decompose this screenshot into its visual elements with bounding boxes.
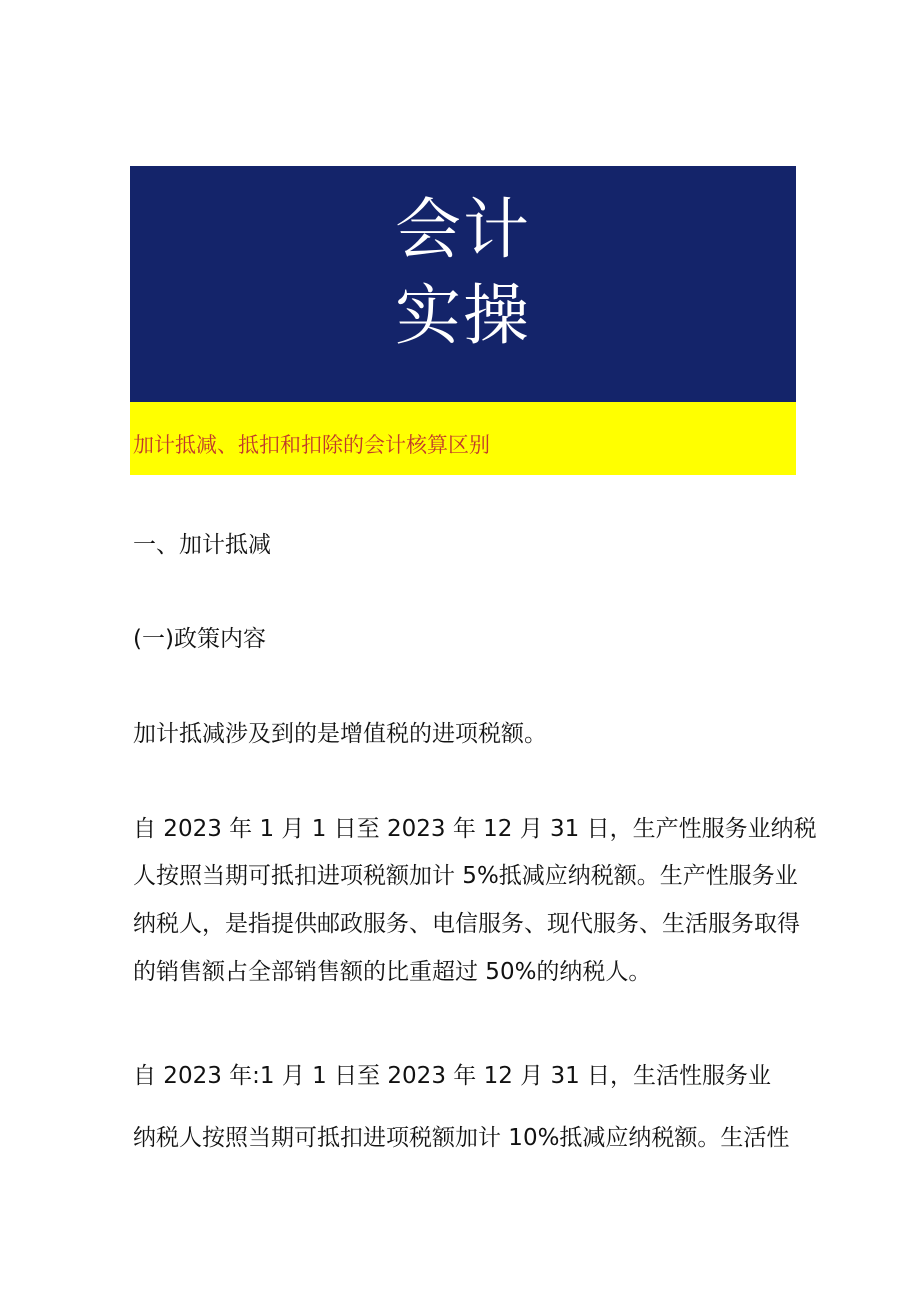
subsection-heading: (一)政策内容 (133, 626, 266, 652)
paragraph-line: 的销售额占全部销售额的比重超过 50%的纳税人。 (133, 959, 652, 985)
paragraph-intro: 加计抵减涉及到的是增值税的进项税额。 (133, 721, 547, 747)
paragraph-line: 人按照当期可抵扣进项税额加计 5%抵减应纳税额。生产性服务业 (133, 863, 798, 889)
banner-title-line2: 实操 (395, 277, 531, 354)
paragraph-line: 自 2023 年 1 月 1 日至 2023 年 12 月 31 日，生产性服务业纳税 (133, 816, 817, 842)
banner-title-line1: 会计 (395, 191, 531, 268)
section-heading: 一、加计抵减 (133, 532, 271, 558)
paragraph-line: 纳税人，是指提供邮政服务、电信服务、现代服务、生活服务取得 (133, 911, 800, 937)
subtitle-bar (130, 402, 796, 475)
subtitle-text: 加计抵减、抵扣和扣除的会计核算区别 (133, 433, 490, 457)
paragraph-line: 纳税人按照当期可抵扣进项税额加计 10%抵减应纳税额。生活性 (133, 1125, 790, 1151)
title-banner (130, 166, 796, 402)
paragraph-line: 自 2023 年:1 月 1 日至 2023 年 12 月 31 日，生活性服务业 (133, 1063, 772, 1089)
